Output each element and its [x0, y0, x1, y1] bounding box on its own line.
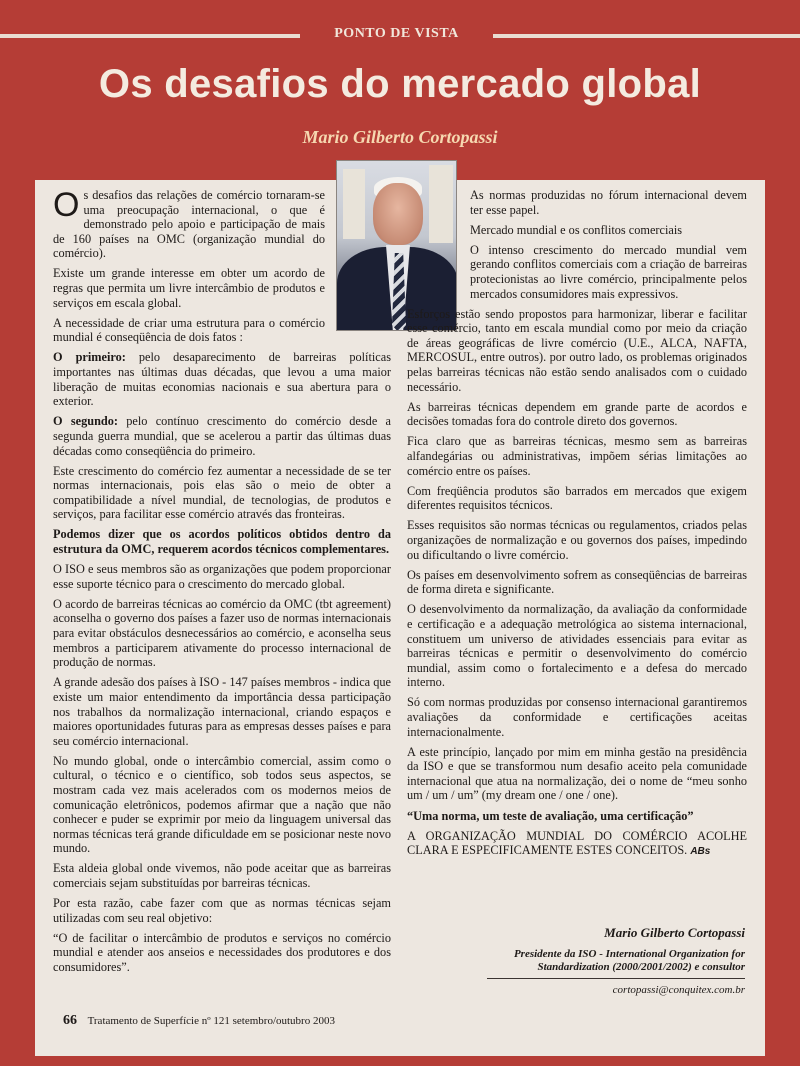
- header-rule-right: [493, 34, 800, 38]
- page-number: 66: [63, 1013, 77, 1028]
- subheading: Mercado mundial e os conflitos comerciais: [470, 222, 683, 237]
- signature-rule: [487, 978, 745, 979]
- paragraph: Os países em desenvolvimento sofrem as conseqüências de barreiras de forma direta e significante.: [407, 567, 747, 597]
- drop-cap: O: [53, 186, 80, 224]
- closing-paragraph: A ORGANIZAÇÃO MUNDIAL DO COMÉRCIO ACOLHE CLARA E ESPECIFICAMENTE ESTES CONCEITOS. ABs: [407, 828, 747, 858]
- paragraph: O intenso crescimento do mercado mundial vem gerando conflitos comerciais com a criação de barreiras protecionistas ao livre comércio, principalmente pelos mercados consumidores mais expressivos.: [470, 242, 747, 301]
- paragraph: Este crescimento do comércio fez aumentar a necessidade de se ter normas internacionais, pois elas são o meio de obter a compatibilidade a nível mundial, de tecnologias, de produtos e serviços, para facilitar esse comércio através das fronteiras.: [53, 463, 391, 522]
- paragraph: A necessidade de criar uma estrutura para o comércio mundial é conseqüência de dois fatos :: [53, 315, 325, 345]
- right-column: [407, 188, 747, 865]
- paragraph: O acordo de barreiras técnicas ao comércio da OMC (tbt agreement) aconselha o governo dos países a fazer uso de normas internacionais para evitar obstáculos desnecessários ao comércio, e aconselha seus membros a participarem ativamente do processo internacional de produção de normas.: [53, 596, 391, 670]
- signature-name: Mario Gilberto Cortopassi: [604, 925, 745, 940]
- article-title: Os desafios do mercado global: [98, 62, 702, 106]
- paragraph: O ISO e seus membros são as organizações que podem proporcionar esse suporte técnico para o crescimento do mercado global.: [53, 562, 391, 591]
- end-mark: ABs: [690, 846, 711, 858]
- section-label: PONTO DE VISTA: [334, 26, 459, 41]
- paragraph: Fica claro que as barreiras técnicas, mesmo sem as barreiras alfandegárias ou administrativas, impõem sérias limitações ao comércio entre os países.: [407, 434, 747, 478]
- author-byline: Mario Gilberto Cortopassi: [302, 127, 498, 147]
- quote-paragraph: “O de facilitar o intercâmbio de produtos e serviços no comércio mundial e atender aos anseios e necessidades dos produtores e dos consumidores”.: [53, 930, 391, 974]
- footer-publication: Tratamento de Superfície nº 121 setembro/outubro 2003: [87, 1015, 335, 1027]
- left-column: [53, 188, 391, 980]
- paragraph: Só com normas produzidas por consenso internacional garantiremos avaliações da conformidade e certificações aceitas internacionalmente.: [407, 695, 747, 739]
- paragraph: O segundo: pelo contínuo crescimento do comércio desde a segunda guerra mundial, que se acelerou a partir das últimas duas décadas como conseqüência do primeiro.: [53, 414, 391, 458]
- motto: “Uma norma, um teste de avaliação, uma certificação”: [407, 808, 694, 823]
- section-header: [0, 26, 800, 44]
- paragraph: As normas produzidas no fórum internacional devem ter esse papel.: [470, 188, 747, 217]
- paragraph: No mundo global, onde o intercâmbio comercial, assim como o cultural, o técnico e o científico, sob todos seus aspectos, se mostram cada vez mais acelerados com os modernos meios de comunicação eletrônicos, podemos afirmar que a nação que não conhecer e puder se exprimir por meio da linguagem universal das normas técnicas terá grande dificuldade em se posicionar neste novo mundo.: [53, 753, 391, 856]
- paragraph: Por esta razão, cabe fazer com que as normas técnicas sejam utilizadas com seu real objetivo:: [53, 896, 391, 925]
- paragraph: O desenvolvimento da normalização, da avaliação da conformidade e certificação e a adequação metrológica ao sistema internacional, constituem um universo de atividades essenciais para evitar as barreiras técnicas e permitir o desenvolvimento do comércio mundial, assim como o fortalecimento e a defesa do mercado interno.: [407, 602, 747, 690]
- paragraph: O primeiro: pelo desaparecimento de barreiras políticas importantes nas últimas duas décadas, que levou a uma maior liberação de muitas economias nacionais e sua abertura para o exterior.: [53, 350, 391, 409]
- paragraph: Esta aldeia global onde vivemos, não pode aceitar que as barreiras comerciais sejam substituídas por barreiras técnicas.: [53, 861, 391, 891]
- header-rule-left: [0, 34, 300, 38]
- signature-role: Presidente da ISO - International Organization for Standardization (2000/2001/2002) e consultor: [513, 948, 745, 973]
- page-footer: [63, 1013, 335, 1029]
- paragraph: Esses requisitos são normas técnicas ou regulamentos, criados pelas organizações de normalização e ou governos dos países, impedindo ou dificultando o livre comércio.: [407, 518, 747, 562]
- paragraph: Os desafios das relações de comércio tornaram-se uma preocupação internacional, o que é demonstrado pelo apoio e participação de mais de 160 países na OMC (organização mundial do comércio).: [53, 186, 325, 261]
- paragraph: A grande adesão dos países à ISO - 147 países membros - indica que existe um maior entendimento da importância dessa participação nos trabalhos da normalização internacional, criando espaços e maiores oportunidades futuras para as empresas desses países e para seu comércio internacional.: [53, 675, 391, 748]
- paragraph: Com freqüência produtos são barrados em mercados que exigem diferentes requisitos técnicos.: [407, 483, 747, 513]
- signature-email: cortopassi@conquitex.com.br: [612, 984, 745, 996]
- paragraph: Existe um grande interesse em obter um acordo de regras que permita um livre intercâmbio de produtos e serviços em escala global.: [53, 266, 325, 310]
- paragraph: As barreiras técnicas dependem em grande parte de acordos e decisões tomadas fora do controle direto dos governos.: [407, 399, 747, 429]
- paragraph: A este princípio, lançado por mim em minha gestão na presidência da ISO e que se transformou num desafio aceito pela comunidade internacional que atua na normalização, dei o nome de “meu sonho um / um / um” (my dream one / one / one).: [407, 744, 747, 803]
- paragraph: Esforços estão sendo propostos para harmonizar, liberar e facilitar esse comércio, tanto em escala mundial como por meio da criação de áreas geográficas de livre comércio (U.E., ALCA, NAFTA, MERCOSUL, entre outros). por outro lado, os problemas originados pelas barreiras técnicas não estão sendo analisados com o cuidado necessário.: [407, 306, 747, 394]
- highlight-paragraph: Podemos dizer que os acordos políticos obtidos dentro da estrutura da OMC, requerem acordos técnicos complementares.: [53, 527, 391, 557]
